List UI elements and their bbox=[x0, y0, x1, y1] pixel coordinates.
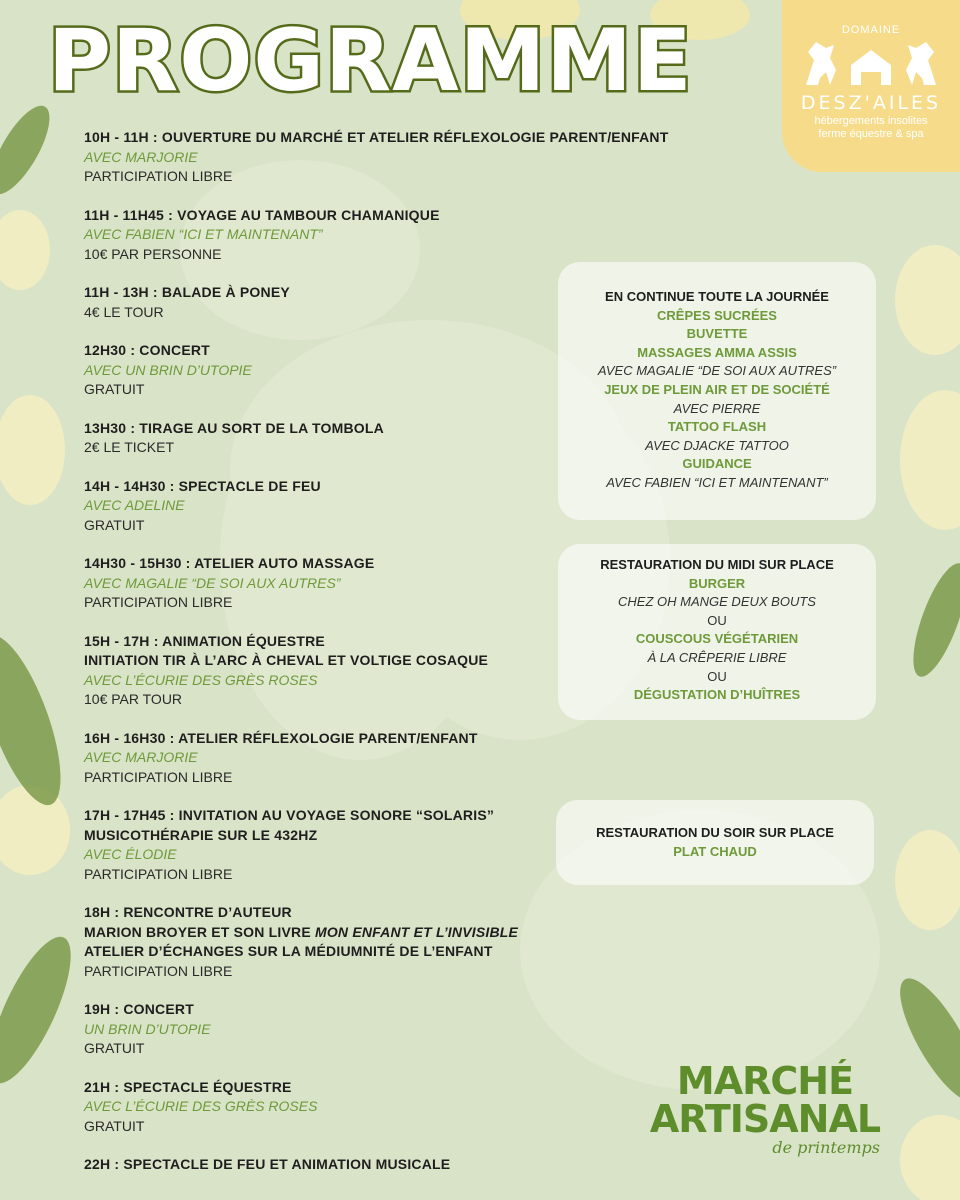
marche-artisanal-logo bbox=[640, 1059, 890, 1157]
evening-box bbox=[556, 800, 874, 885]
schedule-item bbox=[84, 341, 604, 400]
lunch-box bbox=[558, 544, 876, 720]
box-item-host: AVEC PIERRE bbox=[673, 400, 761, 416]
schedule-item bbox=[84, 806, 604, 884]
box-item: PLAT CHAUD bbox=[673, 843, 757, 859]
author-name: MARION BROYER ET SON LIVRE bbox=[84, 923, 315, 940]
schedule-item bbox=[84, 729, 604, 788]
event-title: 14H30 - 15H30 : ATELIER AUTO MASSAGE bbox=[84, 555, 375, 571]
horses-logo-icon bbox=[796, 30, 946, 90]
event-host: AVEC ÉLODIE bbox=[84, 846, 177, 862]
schedule-item bbox=[84, 632, 604, 710]
event-host: AVEC ADELINE bbox=[84, 497, 185, 513]
event-title: 13H30 : TIRAGE AU SORT DE LA TOMBOLA bbox=[84, 419, 384, 436]
schedule-list bbox=[84, 128, 669, 1194]
event-title: 21H : SPECTACLE ÉQUESTRE bbox=[84, 1078, 292, 1095]
event-title: 11H - 13H : BALADE À PONEY bbox=[84, 284, 290, 300]
box-item: JEUX DE PLEIN AIR ET DE SOCIÉTÉ bbox=[604, 381, 830, 397]
event-price: GRATUIT bbox=[84, 1117, 145, 1134]
logo-tagline-2: ferme équestre & spa bbox=[818, 128, 924, 140]
box-header: RESTAURATION DU MIDI SUR PLACE bbox=[600, 557, 834, 572]
event-title: 17H - 17H45 : INVITATION AU VOYAGE SONORE “SOLARIS” bbox=[84, 807, 495, 823]
event-price: 4€ LE TOUR bbox=[84, 303, 164, 320]
box-item-separator: OU bbox=[707, 612, 727, 628]
event-host: AVEC L’ÉCURIE DES GRÈS ROSES bbox=[84, 671, 318, 688]
schedule-item bbox=[84, 1155, 604, 1175]
event-title: 11H - 11H45 : VOYAGE AU TAMBOUR CHAMANIQUE bbox=[84, 206, 440, 223]
event-title: 14H - 14H30 : SPECTACLE DE FEU bbox=[84, 477, 321, 494]
logo-brand: DESZ'AILES bbox=[800, 92, 942, 114]
box-item: GUIDANCE bbox=[682, 456, 752, 472]
event-host: UN BRIN D’UTOPIE bbox=[84, 1020, 211, 1037]
marche-line-2: ARTISANAL bbox=[649, 1097, 881, 1141]
event-price: PARTICIPATION LIBRE bbox=[84, 865, 233, 882]
event-title: 19H : CONCERT bbox=[84, 1001, 194, 1017]
logo-top-text: DOMAINE bbox=[841, 24, 901, 36]
event-host: AVEC MARJORIE bbox=[84, 148, 198, 165]
event-subtitle-2: ATELIER D’ÉCHANGES SUR LA MÉDIUMNITÉ DE L’ENFANT bbox=[84, 943, 493, 959]
event-title: 22H : SPECTACLE DE FEU ET ANIMATION MUSICALE bbox=[84, 1156, 451, 1172]
schedule-item bbox=[84, 283, 604, 322]
schedule-item bbox=[84, 419, 604, 458]
book-title: MON ENFANT ET L’INVISIBLE bbox=[314, 923, 519, 940]
event-price: PARTICIPATION LIBRE bbox=[84, 168, 233, 184]
event-host: AVEC MARJORIE bbox=[84, 749, 198, 765]
event-title: 15H - 17H : ANIMATION ÉQUESTRE bbox=[84, 632, 325, 649]
event-price: PARTICIPATION LIBRE bbox=[84, 962, 233, 979]
event-title: 10H - 11H : OUVERTURE DU MARCHÉ ET ATELIER RÉFLEXOLOGIE PARENT/ENFANT bbox=[84, 129, 669, 145]
event-price: PARTICIPATION LIBRE bbox=[84, 594, 233, 610]
event-title: 16H - 16H30 : ATELIER RÉFLEXOLOGIE PARENT/ENFANT bbox=[84, 729, 478, 746]
event-host: AVEC L’ÉCURIE DES GRÈS ROSES bbox=[84, 1098, 318, 1114]
schedule-item bbox=[84, 1078, 604, 1137]
event-title: 18H : RENCONTRE D’AUTEUR bbox=[84, 904, 292, 920]
domaine-logo bbox=[782, 0, 960, 172]
marche-line-3: de printemps bbox=[772, 1138, 880, 1157]
event-price: GRATUIT bbox=[84, 1040, 145, 1056]
event-price: 10€ PAR TOUR bbox=[84, 691, 183, 707]
box-item-host: AVEC FABIEN “ICI ET MAINTENANT” bbox=[606, 474, 828, 490]
box-header: RESTAURATION DU SOIR SUR PLACE bbox=[596, 825, 834, 840]
box-item: DÉGUSTATION D’HUÎTRES bbox=[633, 687, 801, 703]
marche-line-1: MARCHÉ bbox=[676, 1059, 854, 1103]
event-subtitle: MUSICOTHÉRAPIE SUR LE 432HZ bbox=[84, 826, 318, 843]
event-subtitle: INITIATION TIR À L’ARC À CHEVAL ET VOLTIGE COSAQUE bbox=[84, 652, 489, 668]
schedule-item bbox=[84, 554, 604, 613]
schedule-item bbox=[84, 128, 669, 187]
schedule-item bbox=[84, 477, 604, 536]
event-host: AVEC MAGALIE “DE SOI AUX AUTRES” bbox=[84, 574, 341, 591]
box-item-host: AVEC DJACKE TATTOO bbox=[645, 437, 789, 453]
page-title: PROGRAMME bbox=[48, 11, 693, 111]
event-price: GRATUIT bbox=[84, 516, 145, 533]
box-item: CRÊPES SUCRÉES bbox=[657, 307, 777, 323]
event-price: PARTICIPATION LIBRE bbox=[84, 768, 233, 785]
event-title: 12H30 : CONCERT bbox=[84, 342, 210, 358]
event-subtitle bbox=[84, 923, 604, 943]
continuous-activities-box bbox=[558, 262, 876, 520]
box-item: BURGER bbox=[688, 575, 746, 591]
event-price: 10€ PAR PERSONNE bbox=[84, 245, 222, 262]
event-host: AVEC UN BRIN D’UTOPIE bbox=[84, 361, 252, 378]
box-item-host: CHEZ OH MANGE DEUX BOUTS bbox=[618, 594, 816, 610]
event-price: 2€ LE TICKET bbox=[84, 439, 175, 455]
box-item: TATTOO FLASH bbox=[667, 419, 767, 435]
box-item: MASSAGES AMMA ASSIS bbox=[637, 344, 797, 360]
box-item-host: À LA CRÊPERIE LIBRE bbox=[647, 649, 787, 665]
box-item-separator: OU bbox=[707, 668, 727, 684]
event-price: GRATUIT bbox=[84, 381, 145, 397]
schedule-item bbox=[84, 903, 604, 981]
schedule-item bbox=[84, 206, 604, 265]
box-header: EN CONTINUE TOUTE LA JOURNÉE bbox=[605, 289, 829, 304]
event-host: AVEC FABIEN “ICI ET MAINTENANT” bbox=[84, 226, 323, 242]
schedule-item bbox=[84, 1000, 604, 1059]
box-item-host: AVEC MAGALIE “DE SOI AUX AUTRES” bbox=[597, 363, 837, 379]
box-item: COUSCOUS VÉGÉTARIEN bbox=[635, 631, 799, 647]
logo-tagline-1: hébergements insolites bbox=[814, 115, 928, 127]
box-item: BUVETTE bbox=[686, 326, 748, 342]
